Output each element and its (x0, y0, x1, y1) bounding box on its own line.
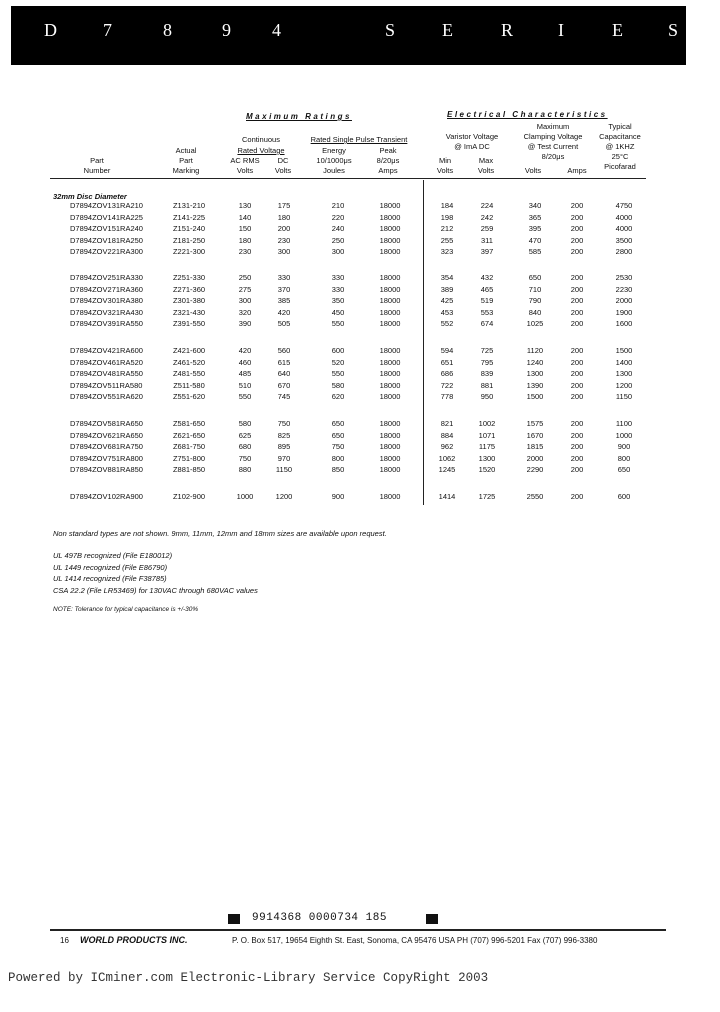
ac-rms-cell: 550 (238, 392, 252, 401)
clamp-amps-cell: 200 (570, 430, 584, 440)
marking-cell: Z141-225 (172, 212, 206, 222)
part-number-cell: D7894ZOV321RA430 (70, 307, 143, 317)
marking-cell: Z221-300 (172, 247, 206, 256)
header-part-number: Part Number (83, 156, 111, 175)
capacitance-cell: 2000 (615, 296, 633, 305)
dc-volts-cell: 200 (277, 224, 291, 233)
clamp-amps-cell: 200 (570, 492, 584, 501)
min-volts-cell: 962 (440, 442, 454, 451)
max-volts-cell: 839 (480, 369, 494, 378)
ac-rms-cell: 150 (238, 224, 252, 233)
dc-volts-cell: 825 (277, 430, 291, 440)
dc-volts-cell: 1150 (275, 465, 293, 474)
clamp-volts-cell: 2550 (526, 492, 544, 501)
min-volts-cell: 722 (440, 380, 454, 390)
clamp-volts-cell: 840 (528, 307, 542, 317)
max-volts-cell: 1071 (478, 430, 496, 440)
capacitance-cell: 1500 (615, 346, 633, 355)
max-volts-cell: 224 (480, 201, 494, 210)
capacitance-cell: 4000 (615, 212, 633, 222)
min-volts-cell: 778 (440, 392, 454, 401)
capacitance-cell: 600 (617, 492, 631, 501)
max-volts-cell: 259 (480, 224, 494, 233)
capacitance-cell: 2230 (615, 284, 633, 294)
min-volts-cell: 389 (440, 284, 454, 294)
dc-volts-cell: 615 (277, 357, 291, 367)
min-volts-cell: 686 (440, 369, 454, 378)
tolerance-note: NOTE: Tolerance for typical capacitance is +/-30% (53, 606, 199, 613)
approvals-list (53, 550, 258, 596)
marking-cell: Z511-580 (173, 380, 205, 390)
min-volts-cell: 198 (440, 212, 454, 222)
ac-rms-cell: 420 (238, 346, 252, 355)
energy-cell: 520 (331, 357, 345, 367)
header-peak: Peak 8/20μs Amps (376, 146, 400, 175)
part-number-cell: D7894ZOV141RA225 (70, 212, 143, 222)
barcode-mark-right (426, 914, 438, 924)
clamp-amps-cell: 200 (570, 380, 584, 390)
max-volts-cell: 725 (480, 346, 494, 355)
marking-cell: Z461-520 (172, 357, 206, 367)
dc-volts-cell: 670 (277, 380, 291, 390)
peak-amps-cell: 18000 (379, 380, 401, 390)
capacitance-cell: 3500 (615, 235, 633, 245)
marking-cell: Z321-430 (172, 307, 206, 317)
dc-volts-cell: 175 (277, 201, 291, 210)
banner-letter: R (501, 20, 514, 40)
header-energy: Energy 10/1000μs Joules (316, 146, 352, 175)
clamp-volts-cell: 1120 (526, 346, 544, 355)
marking-cell: Z102-900 (172, 492, 206, 501)
clamp-volts-cell: 1670 (526, 430, 544, 440)
peak-amps-cell: 18000 (379, 492, 401, 501)
ac-rms-cell: 130 (238, 201, 252, 210)
header-single-pulse: Rated Single Pulse Transient (310, 135, 408, 144)
approval-item: UL 497B recognized (File E180012) (53, 551, 173, 560)
dc-volts-cell: 180 (277, 212, 291, 222)
energy-cell: 330 (331, 284, 345, 294)
clamp-amps-cell: 200 (570, 273, 584, 282)
min-volts-cell: 184 (440, 201, 454, 210)
max-volts-cell: 519 (480, 296, 494, 305)
peak-amps-cell: 18000 (379, 430, 401, 440)
part-number-cell: D7894ZOV301RA380 (70, 296, 143, 305)
banner-letter: 9 (222, 20, 231, 40)
barcode-text: 9914368 0000734 185 (252, 912, 387, 924)
marking-cell: Z481-550 (172, 369, 206, 378)
energy-cell: 210 (331, 201, 345, 210)
clamp-volts-cell: 790 (528, 296, 542, 305)
clamp-amps-cell: 200 (570, 307, 584, 317)
max-volts-cell: 553 (480, 307, 494, 317)
banner-letter: 8 (163, 20, 172, 40)
clamp-volts-cell: 1500 (526, 392, 544, 401)
peak-amps-cell: 18000 (379, 235, 401, 245)
clamp-amps-cell: 200 (570, 346, 584, 355)
marking-cell: Z131-210 (172, 201, 206, 210)
clamp-volts-cell: 1025 (526, 319, 544, 328)
ac-rms-cell: 680 (238, 442, 252, 451)
clamp-volts-cell: 340 (528, 201, 542, 210)
part-number-cell: D7894ZOV461RA520 (70, 357, 143, 367)
max-volts-cell: 881 (480, 380, 494, 390)
capacitance-cell: 1150 (615, 392, 633, 401)
peak-amps-cell: 18000 (379, 284, 401, 294)
dc-volts-cell: 640 (277, 369, 291, 378)
marking-cell: Z751-800 (172, 453, 206, 463)
part-number-cell: D7894ZOV421RA600 (70, 346, 143, 355)
clamp-amps-cell: 200 (570, 235, 584, 245)
peak-amps-cell: 18000 (379, 442, 401, 451)
min-volts-cell: 884 (440, 430, 454, 440)
header-min: Min Volts (436, 156, 454, 175)
energy-cell: 650 (331, 419, 345, 428)
ac-rms-cell: 485 (238, 369, 252, 378)
peak-amps-cell: 18000 (379, 201, 401, 210)
peak-amps-cell: 18000 (379, 212, 401, 222)
clamp-amps-cell: 200 (570, 442, 584, 451)
capacitance-cell: 1200 (615, 380, 633, 390)
ac-rms-cell: 275 (238, 284, 252, 294)
header-rated-voltage: Rated Voltage (237, 146, 285, 155)
dc-volts-cell: 300 (277, 247, 291, 256)
ac-rms-cell: 180 (238, 235, 252, 245)
marking-cell: Z621-650 (172, 430, 206, 440)
part-number-cell: D7894ZOV511RA580 (70, 380, 143, 390)
ac-rms-cell: 250 (238, 273, 252, 282)
clamp-volts-cell: 1575 (526, 419, 544, 428)
company-address: P. O. Box 517, 19654 Eighth St. East, Sonoma, CA 95476 USA PH (707) 996-5201 Fax (707) 996-3380 (232, 936, 598, 945)
clamp-amps-cell: 200 (570, 357, 584, 367)
dc-volts-cell: 560 (277, 346, 291, 355)
ac-rms-cell: 1000 (236, 492, 254, 501)
max-volts-cell: 1725 (478, 492, 496, 501)
min-volts-cell: 255 (440, 235, 454, 245)
energy-cell: 350 (331, 296, 345, 305)
barcode-mark-left (228, 914, 240, 924)
clamp-volts-cell: 710 (528, 284, 542, 294)
dc-volts-cell: 1200 (275, 492, 293, 501)
clamp-amps-cell: 200 (570, 212, 584, 222)
approval-item: CSA 22.2 (File LR53469) for 130VAC through 680VAC values (53, 585, 258, 595)
clamp-volts-cell: 365 (528, 212, 542, 222)
ac-rms-cell: 880 (238, 465, 252, 474)
clamp-volts-cell: 650 (528, 273, 542, 282)
capacitance-cell: 1900 (615, 307, 633, 317)
capacitance-cell: 900 (617, 442, 631, 451)
peak-amps-cell: 18000 (379, 273, 401, 282)
min-volts-cell: 323 (440, 247, 454, 256)
min-volts-cell: 552 (440, 319, 454, 328)
banner-letter: E (442, 20, 453, 40)
capacitance-cell: 800 (617, 453, 631, 463)
marking-cell: Z301-380 (172, 296, 206, 305)
part-number-cell: D7894ZOV151RA240 (70, 224, 143, 233)
part-number-cell: D7894ZOV251RA330 (70, 273, 143, 282)
max-volts-cell: 432 (480, 273, 494, 282)
energy-cell: 330 (331, 273, 345, 282)
marking-cell: Z681-750 (172, 442, 206, 451)
marking-cell: Z881-850 (172, 465, 206, 474)
header-clamp-amps: Amps (567, 166, 587, 175)
part-number-cell: D7894ZOV131RA210 (70, 201, 143, 210)
nonstandard-note: Non standard types are not shown. 9mm, 11mm, 12mm and 18mm sizes are available upon request. (53, 529, 387, 538)
peak-amps-cell: 18000 (379, 319, 401, 328)
powered-by-text: Powered by ICminer.com Electronic-Library Service CopyRight 2003 (8, 971, 489, 985)
header-dc: DC Volts (274, 156, 292, 175)
part-number-cell: D7894ZOV271RA360 (70, 284, 143, 294)
part-number-cell: D7894ZOV881RA850 (70, 465, 143, 474)
clamp-volts-cell: 470 (528, 235, 542, 245)
header-max: Max Volts (477, 156, 495, 175)
ac-rms-cell: 300 (238, 296, 252, 305)
max-volts-cell: 1300 (478, 453, 496, 463)
ac-rms-cell: 510 (238, 380, 252, 390)
header-continuous: Continuous (242, 135, 280, 144)
min-volts-cell: 1414 (438, 492, 456, 501)
ac-rms-cell: 320 (238, 307, 252, 317)
clamp-volts-cell: 2000 (526, 453, 544, 463)
energy-cell: 850 (331, 465, 345, 474)
banner-letter: S (385, 20, 396, 40)
dc-volts-cell: 370 (277, 284, 291, 294)
header-varistor-voltage: Varistor Voltage @ ImA DC (445, 132, 499, 151)
energy-cell: 550 (331, 319, 345, 328)
clamp-volts-cell: 1390 (526, 380, 544, 390)
peak-amps-cell: 18000 (379, 392, 401, 401)
clamp-amps-cell: 200 (570, 224, 584, 233)
clamp-amps-cell: 200 (570, 296, 584, 305)
clamp-amps-cell: 200 (570, 369, 584, 378)
marking-cell: Z391-550 (172, 319, 206, 328)
banner-letter: I (558, 20, 564, 40)
ac-rms-cell: 140 (238, 212, 252, 222)
peak-amps-cell: 18000 (379, 357, 401, 367)
capacitance-cell: 650 (617, 465, 631, 474)
marking-cell: Z421-600 (172, 346, 206, 355)
energy-cell: 650 (331, 430, 345, 440)
banner-letter: S (668, 20, 679, 40)
footer-rule (50, 929, 666, 931)
banner-letter: 4 (272, 20, 281, 40)
max-volts-cell: 1520 (478, 465, 496, 474)
part-number-cell: D7894ZOV621RA650 (70, 430, 143, 440)
max-volts-cell: 242 (480, 212, 494, 222)
min-volts-cell: 354 (440, 273, 454, 282)
section-title: 32mm Disc Diameter (53, 192, 127, 201)
max-volts-cell: 795 (480, 357, 494, 367)
min-volts-cell: 1062 (438, 453, 456, 463)
clamp-amps-cell: 200 (570, 284, 584, 294)
peak-amps-cell: 18000 (379, 224, 401, 233)
marking-cell: Z271-360 (172, 284, 206, 294)
max-volts-cell: 311 (481, 235, 493, 245)
energy-cell: 620 (331, 392, 345, 401)
min-volts-cell: 212 (440, 224, 454, 233)
peak-amps-cell: 18000 (379, 419, 401, 428)
marking-cell: Z581-650 (172, 419, 206, 428)
max-volts-cell: 397 (480, 247, 494, 256)
max-volts-cell: 1002 (478, 419, 496, 428)
capacitance-cell: 2530 (615, 273, 633, 282)
capacitance-cell: 2800 (615, 247, 633, 256)
dc-volts-cell: 420 (277, 307, 291, 317)
table-divider (423, 180, 424, 505)
ac-rms-cell: 750 (238, 453, 252, 463)
energy-cell: 220 (331, 212, 345, 222)
min-volts-cell: 821 (440, 419, 454, 428)
ac-rms-cell: 625 (238, 430, 252, 440)
ac-rms-cell: 390 (238, 319, 252, 328)
dc-volts-cell: 970 (277, 453, 291, 463)
peak-amps-cell: 18000 (379, 307, 401, 317)
min-volts-cell: 453 (440, 307, 454, 317)
part-number-cell: D7894ZOV102RA900 (70, 492, 143, 501)
min-volts-cell: 651 (440, 357, 454, 367)
electrical-characteristics-title: Electrical Characteristics (447, 110, 608, 119)
header-rule (50, 178, 646, 179)
peak-amps-cell: 18000 (379, 453, 401, 463)
max-volts-cell: 465 (480, 284, 494, 294)
header-capacitance: Typical Capacitance @ 1KHZ 25°C Picofarad (599, 122, 641, 171)
part-number-cell: D7894ZOV391RA550 (70, 319, 143, 328)
clamp-amps-cell: 200 (570, 201, 584, 210)
max-volts-cell: 950 (480, 392, 494, 401)
capacitance-cell: 4750 (615, 201, 633, 210)
min-volts-cell: 425 (440, 296, 454, 305)
marking-cell: Z251-330 (172, 273, 206, 282)
part-number-cell: D7894ZOV181RA250 (70, 235, 143, 245)
header-part-marking: Actual Part Marking (172, 146, 200, 175)
dc-volts-cell: 330 (277, 273, 291, 282)
ac-rms-cell: 230 (238, 247, 252, 256)
energy-cell: 900 (331, 492, 345, 501)
clamp-amps-cell: 200 (570, 319, 584, 328)
part-number-cell: D7894ZOV581RA650 (70, 419, 143, 428)
energy-cell: 250 (331, 235, 345, 245)
peak-amps-cell: 18000 (379, 346, 401, 355)
ac-rms-cell: 460 (238, 357, 252, 367)
capacitance-cell: 1100 (615, 419, 633, 428)
marking-cell: Z181-250 (172, 235, 206, 245)
capacitance-cell: 1400 (615, 357, 633, 367)
clamp-amps-cell: 200 (570, 247, 584, 256)
company-name: WORLD PRODUCTS INC. (80, 935, 188, 945)
page-number: 16 (60, 936, 69, 945)
clamp-amps-cell: 200 (570, 392, 584, 401)
energy-cell: 600 (331, 346, 345, 355)
header-clamping: Maximum Clamping Voltage @ Test Current 8/20μs (523, 122, 583, 161)
dc-volts-cell: 750 (277, 419, 291, 428)
banner-letter: D (44, 20, 57, 40)
max-volts-cell: 674 (480, 319, 494, 328)
part-number-cell: D7894ZOV481RA550 (70, 369, 143, 378)
energy-cell: 240 (331, 224, 345, 233)
energy-cell: 580 (331, 380, 345, 390)
peak-amps-cell: 18000 (379, 465, 401, 474)
min-volts-cell: 1245 (438, 465, 456, 474)
dc-volts-cell: 505 (277, 319, 291, 328)
part-number-cell: D7894ZOV681RA750 (70, 442, 143, 451)
clamp-amps-cell: 200 (570, 453, 584, 463)
part-number-cell: D7894ZOV751RA800 (70, 453, 143, 463)
clamp-volts-cell: 395 (528, 224, 542, 233)
capacitance-cell: 1300 (615, 369, 633, 378)
capacitance-cell: 1600 (615, 319, 633, 328)
marking-cell: Z151-240 (172, 224, 206, 233)
banner-letter: 7 (103, 20, 112, 40)
approval-item: UL 1449 recognized (File E86790) (53, 562, 168, 572)
capacitance-cell: 1000 (615, 430, 633, 440)
part-number-cell: D7894ZOV551RA620 (70, 392, 143, 401)
ac-rms-cell: 580 (238, 419, 252, 428)
clamp-volts-cell: 1240 (526, 357, 544, 367)
dc-volts-cell: 745 (277, 392, 291, 401)
dc-volts-cell: 230 (277, 235, 291, 245)
peak-amps-cell: 18000 (379, 296, 401, 305)
part-number-cell: D7894ZOV221RA300 (70, 247, 143, 256)
approval-item: UL 1414 recognized (File F38785) (53, 574, 167, 583)
energy-cell: 550 (331, 369, 345, 378)
header-clamp-volts: Volts (524, 166, 542, 175)
energy-cell: 300 (331, 247, 345, 256)
energy-cell: 800 (331, 453, 345, 463)
banner-letter: E (612, 20, 623, 40)
series-banner (11, 6, 686, 65)
peak-amps-cell: 18000 (379, 369, 401, 378)
clamp-volts-cell: 2290 (526, 465, 544, 474)
clamp-volts-cell: 585 (528, 247, 542, 256)
energy-cell: 450 (331, 307, 345, 317)
clamp-amps-cell: 200 (570, 419, 584, 428)
capacitance-cell: 4000 (615, 224, 633, 233)
energy-cell: 750 (331, 442, 345, 451)
header-ac-rms: AC RMS Volts (230, 156, 260, 175)
dc-volts-cell: 895 (277, 442, 291, 451)
max-volts-cell: 1175 (478, 442, 496, 451)
clamp-amps-cell: 200 (570, 465, 584, 474)
peak-amps-cell: 18000 (379, 247, 401, 256)
dc-volts-cell: 385 (277, 296, 291, 305)
clamp-volts-cell: 1300 (526, 369, 544, 378)
min-volts-cell: 594 (440, 346, 454, 355)
marking-cell: Z551-620 (172, 392, 206, 401)
clamp-volts-cell: 1815 (526, 442, 544, 451)
maximum-ratings-title: Maximum Ratings (246, 112, 352, 121)
